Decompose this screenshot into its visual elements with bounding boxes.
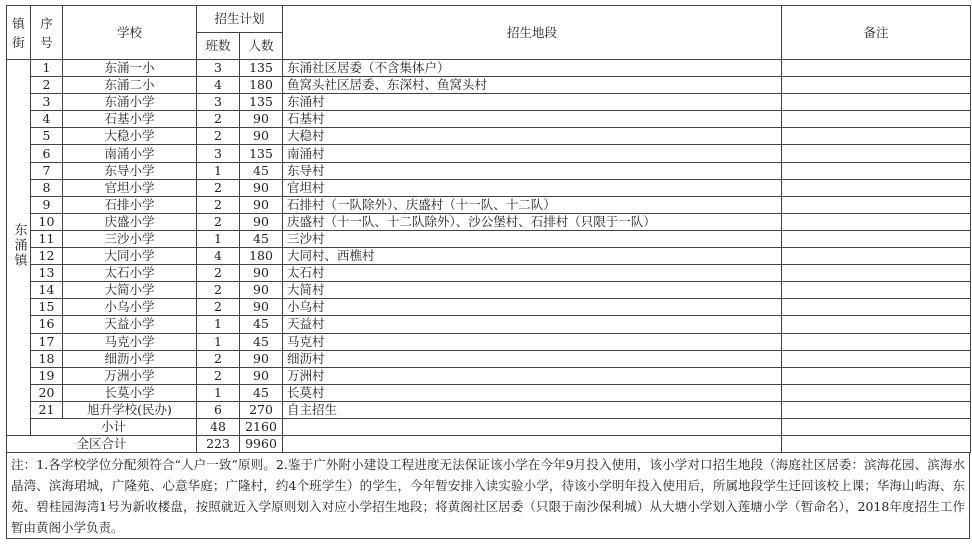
area-cell: 大同村、西樵村 xyxy=(283,248,782,265)
header-remark: 备注 xyxy=(782,6,971,60)
area-cell: 庆盛村（十一队、十二队除外）、沙公堡村、石排村（只限于一队） xyxy=(283,213,782,230)
enrollment-table-sheet xyxy=(6,5,970,539)
classes-cell: 2 xyxy=(197,265,240,282)
classes-cell: 3 xyxy=(197,94,240,111)
school-cell: 大同小学 xyxy=(63,248,197,265)
remark-cell xyxy=(782,265,971,282)
area-cell: 官坦村 xyxy=(283,179,782,196)
table-row xyxy=(7,77,971,94)
table-row xyxy=(7,60,971,77)
seq-cell: 12 xyxy=(31,248,63,265)
remark-cell xyxy=(782,333,971,350)
people-cell: 90 xyxy=(240,299,283,316)
school-cell: 石排小学 xyxy=(63,196,197,213)
seq-cell: 5 xyxy=(31,128,63,145)
people-cell: 180 xyxy=(240,248,283,265)
area-cell: 石基村 xyxy=(283,111,782,128)
school-cell: 官坦小学 xyxy=(63,179,197,196)
seq-cell: 4 xyxy=(31,111,63,128)
footnote: 注：1.各学校学位分配须符合“人户一致”原则。2.鉴于广外附小建设工程进度无法保证该小学在今年9月投入使用，该小学对口招生地段（海庭社区居委：滨海花园、滨海水晶湾、滨海珺城，广隆苑、心意华庭；广隆村，约4个班学生）的学生，今年暂安排入读实验小学，待该小学明年投入使用后，所属地段学生迁回该校上课；华海山屿海、东苑、碧桂园海湾1号为新收楼盘，按照就近入学原则划入对应小学招生地段；将黄阁社区居委（只限于南沙保利城）从大塘小学划入莲塘小学（暂命名），2018年度招生工作暂由黄阁小学负责。 xyxy=(6,453,970,539)
people-cell: 270 xyxy=(240,401,283,418)
school-cell: 东涌二小 xyxy=(63,77,197,94)
area-cell: 石排村（一队除外）、庆盛村（十一队、十二队） xyxy=(283,196,782,213)
total-classes: 223 xyxy=(197,436,240,453)
people-cell: 45 xyxy=(240,384,283,401)
people-cell: 135 xyxy=(240,94,283,111)
remark-cell xyxy=(782,248,971,265)
remark-cell xyxy=(782,111,971,128)
table-row xyxy=(7,401,971,418)
table-row xyxy=(7,230,971,247)
people-cell: 90 xyxy=(240,367,283,384)
town-cell xyxy=(7,60,31,436)
school-cell: 石基小学 xyxy=(63,111,197,128)
remark-cell xyxy=(782,350,971,367)
subtotal-remark xyxy=(782,418,971,435)
classes-cell: 6 xyxy=(197,401,240,418)
remark-cell xyxy=(782,94,971,111)
school-cell: 大稳小学 xyxy=(63,128,197,145)
classes-cell: 1 xyxy=(197,384,240,401)
remark-cell xyxy=(782,316,971,333)
table-row xyxy=(7,299,971,316)
classes-cell: 2 xyxy=(197,111,240,128)
area-cell: 太石村 xyxy=(283,265,782,282)
seq-cell: 15 xyxy=(31,299,63,316)
header-seq-char-1: 序 xyxy=(40,15,53,31)
table-row xyxy=(7,265,971,282)
town-name: 东涌镇 xyxy=(11,223,27,269)
subtotal-people: 2160 xyxy=(240,418,283,435)
people-cell: 90 xyxy=(240,196,283,213)
seq-cell: 3 xyxy=(31,94,63,111)
area-cell: 细沥村 xyxy=(283,350,782,367)
seq-cell: 8 xyxy=(31,179,63,196)
classes-cell: 2 xyxy=(197,367,240,384)
school-cell: 长莫小学 xyxy=(63,384,197,401)
table-row xyxy=(7,196,971,213)
table-row xyxy=(7,213,971,230)
people-cell: 45 xyxy=(240,333,283,350)
header-plan: 招生计划 xyxy=(197,6,283,33)
classes-cell: 1 xyxy=(197,333,240,350)
people-cell: 45 xyxy=(240,230,283,247)
classes-cell: 2 xyxy=(197,196,240,213)
area-cell: 小乌村 xyxy=(283,299,782,316)
area-cell: 大简村 xyxy=(283,282,782,299)
classes-cell: 2 xyxy=(197,179,240,196)
classes-cell: 1 xyxy=(197,162,240,179)
table-row xyxy=(7,94,971,111)
remark-cell xyxy=(782,401,971,418)
classes-cell: 2 xyxy=(197,350,240,367)
people-cell: 90 xyxy=(240,179,283,196)
people-cell: 180 xyxy=(240,77,283,94)
seq-cell: 1 xyxy=(31,60,63,77)
remark-cell xyxy=(782,60,971,77)
classes-cell: 3 xyxy=(197,145,240,162)
table-body xyxy=(7,6,971,453)
area-cell: 南涌村 xyxy=(283,145,782,162)
school-cell: 东涌小学 xyxy=(63,94,197,111)
classes-cell: 1 xyxy=(197,316,240,333)
area-cell: 东涌社区居委（不含集体户） xyxy=(283,60,782,77)
table-row xyxy=(7,162,971,179)
people-cell: 45 xyxy=(240,162,283,179)
classes-cell: 3 xyxy=(197,60,240,77)
table-row xyxy=(7,128,971,145)
area-cell: 长莫村 xyxy=(283,384,782,401)
seq-cell: 11 xyxy=(31,230,63,247)
seq-cell: 9 xyxy=(31,196,63,213)
seq-cell: 2 xyxy=(31,77,63,94)
header-town xyxy=(7,6,31,60)
remark-cell xyxy=(782,128,971,145)
table-row xyxy=(7,384,971,401)
classes-cell: 4 xyxy=(197,248,240,265)
table-row xyxy=(7,367,971,384)
remark-cell xyxy=(782,213,971,230)
total-remark xyxy=(782,436,971,453)
people-cell: 90 xyxy=(240,128,283,145)
table-row xyxy=(7,316,971,333)
subtotal-label: 小计 xyxy=(31,418,197,435)
classes-cell: 2 xyxy=(197,299,240,316)
subtotal-row xyxy=(7,418,971,435)
remark-cell xyxy=(782,230,971,247)
school-cell: 细沥小学 xyxy=(63,350,197,367)
area-cell: 大稳村 xyxy=(283,128,782,145)
area-cell: 万洲村 xyxy=(283,367,782,384)
table-row xyxy=(7,333,971,350)
area-cell: 自主招生 xyxy=(283,401,782,418)
header-seq xyxy=(31,6,63,60)
remark-cell xyxy=(782,162,971,179)
seq-cell: 10 xyxy=(31,213,63,230)
seq-cell: 7 xyxy=(31,162,63,179)
school-cell: 庆盛小学 xyxy=(63,213,197,230)
people-cell: 90 xyxy=(240,213,283,230)
remark-cell xyxy=(782,282,971,299)
school-cell: 天益小学 xyxy=(63,316,197,333)
table-row xyxy=(7,248,971,265)
total-people: 9960 xyxy=(240,436,283,453)
school-cell: 小乌小学 xyxy=(63,299,197,316)
total-row xyxy=(7,436,971,453)
header-school: 学校 xyxy=(63,6,197,60)
school-cell: 三沙小学 xyxy=(63,230,197,247)
header-people: 人数 xyxy=(240,33,283,60)
school-cell: 马克小学 xyxy=(63,333,197,350)
seq-cell: 20 xyxy=(31,384,63,401)
school-cell: 旭升学校(民办) xyxy=(63,401,197,418)
school-cell: 大简小学 xyxy=(63,282,197,299)
seq-cell: 17 xyxy=(31,333,63,350)
header-row-1 xyxy=(7,6,971,33)
seq-cell: 6 xyxy=(31,145,63,162)
remark-cell xyxy=(782,77,971,94)
total-area xyxy=(283,436,782,453)
seq-cell: 16 xyxy=(31,316,63,333)
remark-cell xyxy=(782,179,971,196)
table-row xyxy=(7,145,971,162)
area-cell: 鱼窝头社区居委、东深村、鱼窝头村 xyxy=(283,77,782,94)
header-town-char-2: 街 xyxy=(12,34,25,50)
area-cell: 天益村 xyxy=(283,316,782,333)
school-cell: 东涌一小 xyxy=(63,60,197,77)
seq-cell: 21 xyxy=(31,401,63,418)
classes-cell: 2 xyxy=(197,282,240,299)
seq-cell: 13 xyxy=(31,265,63,282)
subtotal-area xyxy=(283,418,782,435)
people-cell: 45 xyxy=(240,316,283,333)
table-row xyxy=(7,179,971,196)
table-row xyxy=(7,111,971,128)
area-cell: 东涌村 xyxy=(283,94,782,111)
enrollment-table xyxy=(6,5,971,453)
classes-cell: 1 xyxy=(197,230,240,247)
people-cell: 135 xyxy=(240,145,283,162)
seq-cell: 19 xyxy=(31,367,63,384)
people-cell: 90 xyxy=(240,111,283,128)
school-cell: 万洲小学 xyxy=(63,367,197,384)
school-cell: 南涌小学 xyxy=(63,145,197,162)
classes-cell: 4 xyxy=(197,77,240,94)
table-row xyxy=(7,282,971,299)
header-town-char-1: 镇 xyxy=(12,15,25,31)
total-label: 全区合计 xyxy=(7,436,197,453)
remark-cell xyxy=(782,145,971,162)
people-cell: 90 xyxy=(240,350,283,367)
seq-cell: 18 xyxy=(31,350,63,367)
classes-cell: 2 xyxy=(197,213,240,230)
people-cell: 90 xyxy=(240,265,283,282)
remark-cell xyxy=(782,384,971,401)
classes-cell: 2 xyxy=(197,128,240,145)
remark-cell xyxy=(782,367,971,384)
area-cell: 东导村 xyxy=(283,162,782,179)
people-cell: 135 xyxy=(240,60,283,77)
remark-cell xyxy=(782,196,971,213)
school-cell: 东导小学 xyxy=(63,162,197,179)
school-cell: 太石小学 xyxy=(63,265,197,282)
seq-cell: 14 xyxy=(31,282,63,299)
area-cell: 马克村 xyxy=(283,333,782,350)
people-cell: 90 xyxy=(240,282,283,299)
table-row xyxy=(7,350,971,367)
header-seq-char-2: 号 xyxy=(40,34,53,50)
header-area: 招生地段 xyxy=(283,6,782,60)
remark-cell xyxy=(782,299,971,316)
area-cell: 三沙村 xyxy=(283,230,782,247)
header-classes: 班数 xyxy=(197,33,240,60)
subtotal-classes: 48 xyxy=(197,418,240,435)
